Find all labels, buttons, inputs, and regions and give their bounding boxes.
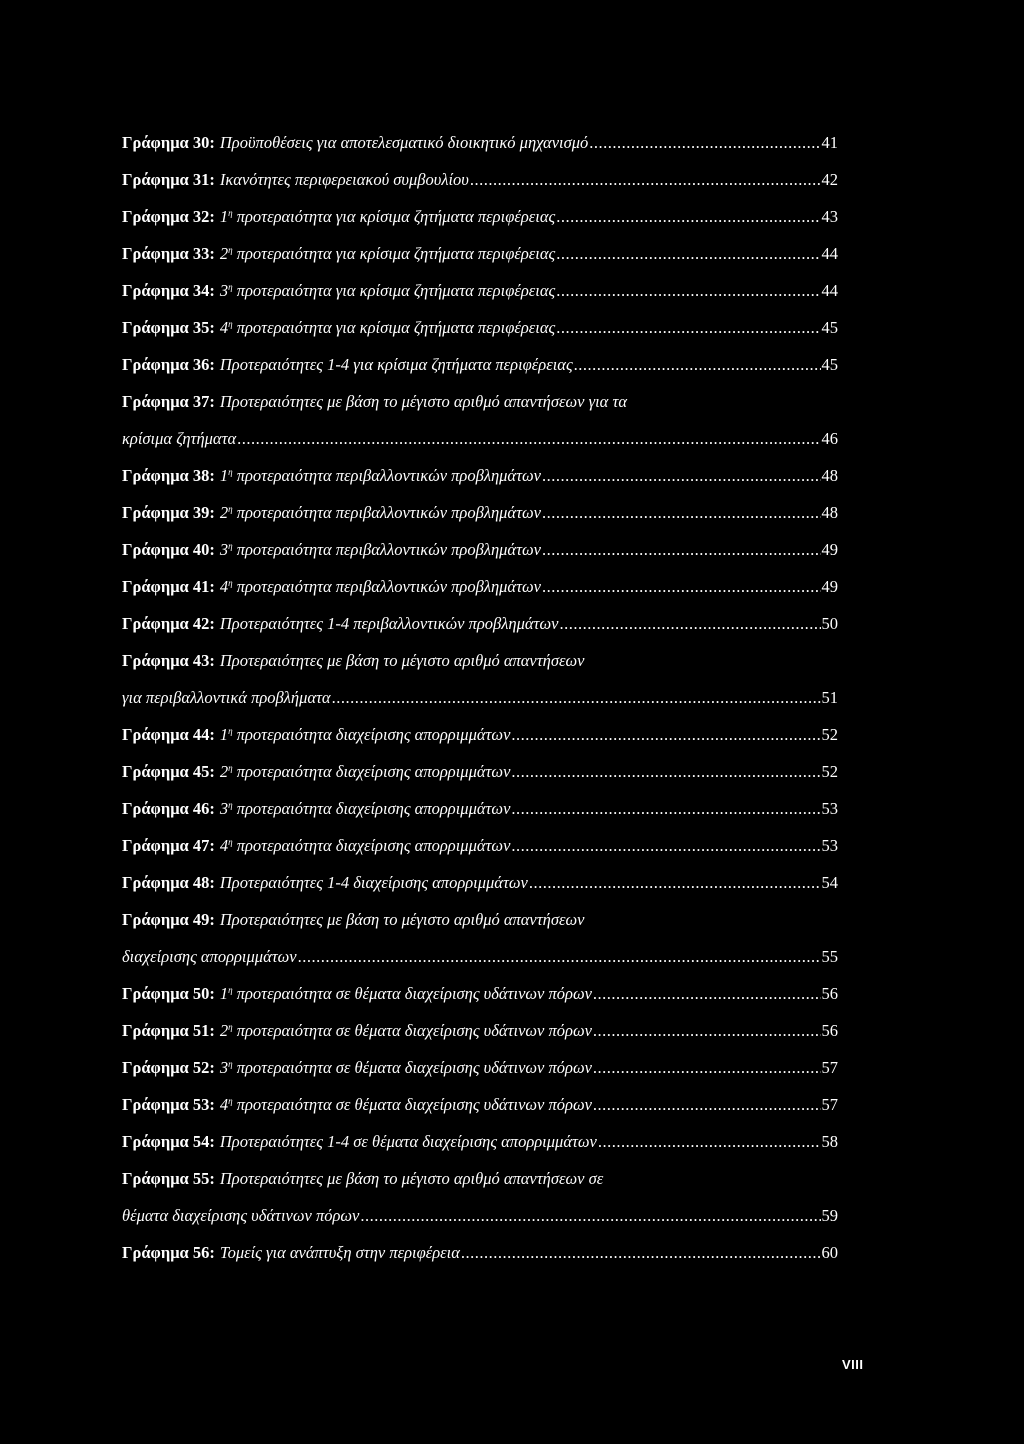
toc-entry-ordinal: 4	[219, 318, 229, 337]
toc-entry-title	[215, 241, 555, 267]
toc-entry-title-text: προτεραιότητα για κρίσιμα ζητήματα περιφέρειας	[236, 244, 556, 263]
toc-entry-title: Προτεραιότητες 1-4 περιβαλλοντικών προβλημάτων	[219, 614, 559, 633]
toc-entry-page: 53	[821, 799, 838, 818]
toc-entry	[122, 981, 838, 1007]
toc-entry-label: Γράφημα 40:	[122, 540, 215, 559]
toc-entry-label: Γράφημα 43:	[122, 651, 215, 670]
toc-entry-title: Τομείς για ανάπτυξη στην περιφέρεια	[219, 1243, 460, 1262]
toc-entry-ordinal-suffix: η	[228, 245, 233, 255]
dot-leader	[593, 981, 821, 1007]
toc-entry-label: Γράφημα 30:	[122, 133, 215, 152]
toc-entry	[122, 907, 838, 933]
toc-entry-page: 45	[821, 318, 838, 337]
toc-entry	[122, 1240, 838, 1266]
toc-entry-label: Γράφημα 56:	[122, 1243, 215, 1262]
dot-leader	[511, 833, 820, 859]
toc-entry-ordinal: 1	[219, 725, 229, 744]
toc-entry-page: 50	[821, 614, 838, 633]
toc-entry-ordinal: 3	[219, 799, 229, 818]
toc-entry-page: 59	[821, 1206, 838, 1225]
toc-entry-label: Γράφημα 52:	[122, 1058, 215, 1077]
toc-entry-title: Προτεραιότητες με βάση το μέγιστο αριθμό απαντήσεων	[219, 910, 585, 929]
toc-entry-ordinal-suffix: η	[228, 541, 233, 551]
toc-entry-ordinal: 1	[219, 207, 229, 226]
dot-leader	[542, 463, 821, 489]
toc-entry-ordinal-suffix: η	[228, 578, 233, 588]
toc-entry-label: Γράφημα 51:	[122, 1021, 215, 1040]
toc-entry-ordinal-suffix: η	[228, 467, 233, 477]
toc-entry-label: Γράφημα 48:	[122, 873, 215, 892]
toc-entry-continuation	[122, 426, 838, 452]
dot-leader	[511, 796, 820, 822]
toc-entry	[122, 389, 838, 415]
toc-entry-ordinal-suffix: η	[228, 1059, 233, 1069]
toc-entry-ordinal: 2	[219, 244, 229, 263]
toc-entry	[122, 1129, 838, 1155]
dot-leader	[529, 870, 821, 896]
dot-leader	[556, 315, 820, 341]
toc-entry	[122, 611, 838, 637]
toc-entry-ordinal: 1	[219, 984, 229, 1003]
toc-entry	[122, 278, 838, 304]
toc-entry-page: 44	[821, 244, 838, 263]
toc-entry-continuation	[122, 685, 838, 711]
toc-entry	[122, 204, 838, 230]
toc-entry	[122, 241, 838, 267]
toc-entry-page: 52	[821, 725, 838, 744]
toc-entry-ordinal-suffix: η	[228, 985, 233, 995]
toc-entry-page: 54	[821, 873, 838, 892]
dot-leader	[574, 352, 821, 378]
toc-entry-title-text: προτεραιότητα για κρίσιμα ζητήματα περιφέρειας	[236, 318, 556, 337]
toc-entry-title: Προτεραιότητες με βάση το μέγιστο αριθμό απαντήσεων	[219, 651, 585, 670]
toc-entry-ordinal: 2	[219, 503, 229, 522]
toc-entry-title-text: προτεραιότητα σε θέματα διαχείρισης υδάτινων πόρων	[236, 1021, 592, 1040]
toc-entry	[122, 1018, 838, 1044]
toc-entry	[122, 537, 838, 563]
toc-entry-title	[215, 278, 555, 304]
toc-entry-page: 55	[821, 947, 838, 966]
toc-entry	[122, 1166, 838, 1192]
toc-entry-label: Γράφημα 37:	[122, 392, 215, 411]
toc-entry-title	[215, 759, 511, 785]
toc-entry-title-continuation: διαχείρισης απορριμμάτων	[122, 947, 297, 966]
toc-entry-ordinal-suffix: η	[228, 208, 233, 218]
toc-entry-title	[215, 796, 511, 822]
toc-entry	[122, 315, 838, 341]
toc-entry	[122, 167, 838, 193]
toc-entry-ordinal: 3	[219, 540, 229, 559]
dot-leader	[598, 1129, 821, 1155]
dot-leader	[470, 167, 821, 193]
toc-entry	[122, 463, 838, 489]
toc-entry-page: 52	[821, 762, 838, 781]
toc-entry-label: Γράφημα 42:	[122, 614, 215, 633]
toc-entry-ordinal-suffix: η	[228, 726, 233, 736]
dot-leader	[589, 130, 820, 156]
toc-entry-title-text: προτεραιότητα περιβαλλοντικών προβλημάτων	[236, 577, 541, 596]
toc-entry-title-text: προτεραιότητα διαχείρισης απορριμμάτων	[236, 725, 511, 744]
toc-entry-continuation	[122, 944, 838, 970]
toc-entry-title-text: προτεραιότητα περιβαλλοντικών προβλημάτων	[236, 540, 541, 559]
toc-entry	[122, 796, 838, 822]
toc-entry-ordinal-suffix: η	[228, 800, 233, 810]
toc-entry-page: 48	[821, 466, 838, 485]
toc-entry-title: Προτεραιότητες 1-4 διαχείρισης απορριμμάτων	[219, 873, 528, 892]
dot-leader	[556, 204, 820, 230]
toc-entry-title: Προϋποθέσεις για αποτελεσματικό διοικητικό μηχανισμό	[219, 133, 589, 152]
toc-entry-title	[215, 1055, 592, 1081]
dot-leader	[542, 574, 821, 600]
toc-entry-ordinal: 4	[219, 1095, 229, 1114]
toc-entry-label: Γράφημα 47:	[122, 836, 215, 855]
toc-entry-ordinal: 4	[219, 836, 229, 855]
toc-entry-page: 49	[821, 540, 838, 559]
dot-leader	[360, 1203, 820, 1229]
toc-entry-label: Γράφημα 41:	[122, 577, 215, 596]
toc-entry	[122, 130, 838, 156]
toc-entry-title-continuation: για περιβαλλοντικά προβλήματα	[122, 688, 331, 707]
toc-entry-page: 42	[821, 170, 838, 189]
toc-entry-page: 49	[821, 577, 838, 596]
toc-entry-title	[215, 981, 592, 1007]
toc-entry-title-continuation: κρίσιμα ζητήματα	[122, 429, 237, 448]
toc-entry-title	[215, 204, 555, 230]
toc-entry-label: Γράφημα 50:	[122, 984, 215, 1003]
toc-entry-ordinal-suffix: η	[228, 763, 233, 773]
toc-entry-title-text: προτεραιότητα διαχείρισης απορριμμάτων	[236, 762, 511, 781]
toc-entry-label: Γράφημα 34:	[122, 281, 215, 300]
toc-entry-ordinal: 3	[219, 281, 229, 300]
dot-leader	[237, 426, 820, 452]
toc-entry-ordinal-suffix: η	[228, 504, 233, 514]
toc-entry-page: 48	[821, 503, 838, 522]
toc-entry-title-text: προτεραιότητα διαχείρισης απορριμμάτων	[236, 799, 511, 818]
toc-entry-continuation	[122, 1203, 838, 1229]
toc-entry-ordinal: 3	[219, 1058, 229, 1077]
dot-leader	[593, 1018, 821, 1044]
page-number: VIII	[842, 1357, 864, 1372]
toc-entry	[122, 1055, 838, 1081]
toc-entry-title	[215, 537, 541, 563]
toc-entry-title: Προτεραιότητες με βάση το μέγιστο αριθμό απαντήσεων σε	[219, 1169, 604, 1188]
toc-entry-title-text: προτεραιότητα σε θέματα διαχείρισης υδάτινων πόρων	[236, 984, 592, 1003]
toc-entry-label: Γράφημα 44:	[122, 725, 215, 744]
toc-entry-label: Γράφημα 32:	[122, 207, 215, 226]
toc-entry-label: Γράφημα 39:	[122, 503, 215, 522]
toc-entry-title	[215, 1018, 592, 1044]
dot-leader	[298, 944, 821, 970]
toc-entry	[122, 648, 838, 674]
dot-leader	[542, 537, 821, 563]
toc-entry-ordinal: 2	[219, 1021, 229, 1040]
toc-entry-ordinal-suffix: η	[228, 837, 233, 847]
toc-entry-page: 60	[821, 1243, 838, 1262]
toc-entry-label: Γράφημα 49:	[122, 910, 215, 929]
toc-entry-label: Γράφημα 35:	[122, 318, 215, 337]
toc-entry-label: Γράφημα 55:	[122, 1169, 215, 1188]
toc-entry-label: Γράφημα 45:	[122, 762, 215, 781]
toc-entry-title-text: προτεραιότητα περιβαλλοντικών προβλημάτων	[236, 503, 541, 522]
toc-entry-page: 56	[821, 1021, 838, 1040]
toc-entry-page: 44	[821, 281, 838, 300]
toc-entry-label: Γράφημα 54:	[122, 1132, 215, 1151]
dot-leader	[556, 278, 820, 304]
dot-leader	[332, 685, 821, 711]
toc-entry-ordinal-suffix: η	[228, 1022, 233, 1032]
toc-entry-title: Προτεραιότητες με βάση το μέγιστο αριθμό απαντήσεων για τα	[219, 392, 628, 411]
dot-leader	[511, 722, 820, 748]
toc-entry-title	[215, 463, 541, 489]
toc-entry	[122, 759, 838, 785]
toc-entry-page: 53	[821, 836, 838, 855]
toc-entry-title-text: προτεραιότητα για κρίσιμα ζητήματα περιφέρειας	[236, 281, 556, 300]
toc-entry-page: 45	[821, 355, 838, 374]
dot-leader	[542, 500, 821, 526]
toc-entry-ordinal-suffix: η	[228, 319, 233, 329]
toc-entry-title-text: προτεραιότητα σε θέματα διαχείρισης υδάτινων πόρων	[236, 1095, 592, 1114]
toc-entry-ordinal-suffix: η	[228, 282, 233, 292]
toc-entry-page: 57	[821, 1058, 838, 1077]
toc-entry	[122, 833, 838, 859]
toc-entry	[122, 500, 838, 526]
toc-entry-label: Γράφημα 38:	[122, 466, 215, 485]
toc-entry-page: 46	[821, 429, 838, 448]
toc-entry-title-continuation: θέματα διαχείρισης υδάτινων πόρων	[122, 1206, 360, 1225]
dot-leader	[556, 241, 820, 267]
toc-entry-title	[215, 722, 511, 748]
toc-entry	[122, 1092, 838, 1118]
dot-leader	[461, 1240, 821, 1266]
toc-entry	[122, 870, 838, 896]
toc-entry-label: Γράφημα 31:	[122, 170, 215, 189]
toc-entry-title-text: προτεραιότητα σε θέματα διαχείρισης υδάτινων πόρων	[236, 1058, 592, 1077]
toc-entry-page: 58	[821, 1132, 838, 1151]
toc-entry-ordinal: 1	[219, 466, 229, 485]
toc-entry-label: Γράφημα 33:	[122, 244, 215, 263]
toc-entry-page: 56	[821, 984, 838, 1003]
toc-entry-label: Γράφημα 36:	[122, 355, 215, 374]
toc-entry-title: Προτεραιότητες 1-4 σε θέματα διαχείρισης απορριμμάτων	[219, 1132, 597, 1151]
toc-entry-page: 43	[821, 207, 838, 226]
toc-entry	[122, 722, 838, 748]
toc-entry-title	[215, 500, 541, 526]
toc-entry-page: 51	[821, 688, 838, 707]
toc-entry-title-text: προτεραιότητα για κρίσιμα ζητήματα περιφέρειας	[236, 207, 556, 226]
toc-entry-label: Γράφημα 46:	[122, 799, 215, 818]
toc-entry	[122, 352, 838, 378]
dot-leader	[511, 759, 820, 785]
toc-entry-title	[215, 833, 511, 859]
toc-entry-title: Ικανότητες περιφερειακού συμβουλίου	[219, 170, 469, 189]
toc-entry-title: Προτεραιότητες 1-4 για κρίσιμα ζητήματα περιφέρειας	[219, 355, 573, 374]
dot-leader	[559, 611, 820, 637]
dot-leader	[593, 1092, 821, 1118]
toc-entry-ordinal-suffix: η	[228, 1096, 233, 1106]
dot-leader	[593, 1055, 821, 1081]
toc-entry-ordinal: 4	[219, 577, 229, 596]
toc-entry-label: Γράφημα 53:	[122, 1095, 215, 1114]
toc-entry-title	[215, 315, 555, 341]
toc-entry-ordinal: 2	[219, 762, 229, 781]
toc-entry-page: 41	[821, 133, 838, 152]
toc-entry	[122, 574, 838, 600]
toc-entry-page: 57	[821, 1095, 838, 1114]
toc-entry-title-text: προτεραιότητα διαχείρισης απορριμμάτων	[236, 836, 511, 855]
toc-entry-title	[215, 1092, 592, 1118]
toc-entry-title-text: προτεραιότητα περιβαλλοντικών προβλημάτων	[236, 466, 541, 485]
list-of-figures	[122, 130, 838, 1277]
toc-entry-title	[215, 574, 541, 600]
